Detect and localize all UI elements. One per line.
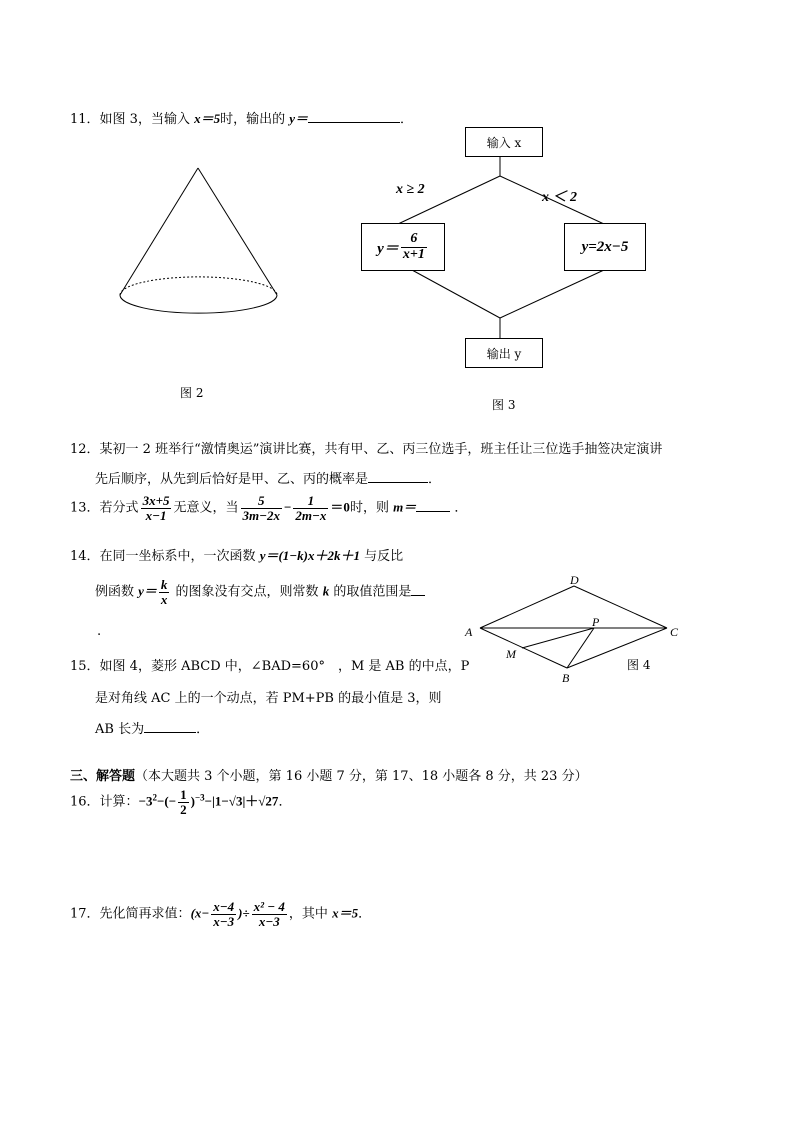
q13-frac2 bbox=[241, 494, 283, 522]
cone-left-edge bbox=[120, 168, 198, 295]
q14-answer-blank[interactable] bbox=[411, 595, 425, 596]
q16-line bbox=[70, 788, 291, 816]
q17-frac1-num: x−4 bbox=[213, 899, 235, 914]
q13-text-a: 若分式 bbox=[99, 500, 139, 516]
q13-answer-blank[interactable] bbox=[416, 511, 450, 512]
q16-end: ． bbox=[278, 794, 292, 810]
q11-y-eq: y＝ bbox=[289, 111, 309, 126]
q16-exp1: 2 bbox=[152, 792, 157, 803]
q13-frac1 bbox=[141, 494, 172, 522]
cone-base-front bbox=[120, 295, 277, 313]
label-c: C bbox=[670, 625, 679, 639]
branch-left-condition: x ≥ 2 bbox=[396, 182, 425, 197]
q13-number: 13． bbox=[70, 500, 100, 516]
q17-end: ． bbox=[358, 906, 372, 922]
q13-frac2-den: 3m−2x bbox=[242, 507, 280, 523]
q12-line1 bbox=[70, 438, 662, 457]
section3-note: （本大题共 3 个小题，第 16 小题 7 分，第 17、18 小题各 8 分，共 23 分） bbox=[135, 769, 588, 784]
q16-number: 16． bbox=[70, 794, 100, 810]
q16-part2: −(− bbox=[156, 793, 177, 809]
q17-part2: )÷ bbox=[238, 905, 250, 921]
q17-frac1-den: x−3 bbox=[213, 913, 235, 929]
q13-m-eq: m＝ bbox=[393, 499, 417, 515]
q13-frac2-num: 5 bbox=[241, 494, 283, 509]
q13-text-b: 无意义，当 bbox=[173, 500, 239, 516]
q13-minus: − bbox=[284, 499, 292, 515]
q17-cond: x＝5 bbox=[332, 905, 359, 921]
q15-line1-text: 如图 4，菱形 ABCD 中，∠BAD=60° ，M 是 AB 的中点，P bbox=[99, 659, 470, 674]
q16-part3: ) bbox=[190, 793, 195, 809]
q11-text-a: 如图 3，当输入 bbox=[99, 112, 195, 127]
input-box-label: 输入 x bbox=[486, 135, 522, 150]
left-formula-box bbox=[361, 223, 445, 271]
q16-exp2: −3 bbox=[194, 792, 205, 803]
q14-line2-c: 的取值范围是 bbox=[329, 584, 412, 600]
q15-line1 bbox=[70, 655, 469, 674]
q17-line bbox=[70, 900, 371, 928]
q12-answer-blank[interactable] bbox=[368, 482, 428, 483]
label-m: M bbox=[506, 647, 516, 661]
q12-line1-text: 某初一 2 班举行“激情奥运”演讲比赛，共有甲、乙、丙三位选手，班主任让三位选手抽签决定演讲 bbox=[99, 442, 663, 457]
q14-line1-b: 与反比 bbox=[360, 549, 404, 564]
q16-part1: −3 bbox=[138, 793, 153, 809]
q14-line2-a: 例函数 bbox=[95, 584, 139, 600]
q13-text-c: 时，则 bbox=[349, 500, 394, 516]
q12-number: 12． bbox=[70, 442, 100, 457]
right-formula-box bbox=[564, 223, 646, 271]
q17-part1: (x− bbox=[190, 905, 210, 921]
input-box bbox=[465, 127, 543, 157]
right-formula: y=2x−5 bbox=[581, 238, 629, 255]
q17-frac2-num: x² − 4 bbox=[253, 899, 285, 914]
q13-frac3 bbox=[293, 494, 328, 522]
section3-heading bbox=[70, 765, 588, 784]
segment-pm bbox=[522, 628, 594, 648]
edge-cb bbox=[567, 628, 667, 668]
fig4-caption: 图 4 bbox=[627, 658, 651, 672]
q16-text: 计算： bbox=[99, 794, 139, 810]
q13-frac1-num: 3x+5 bbox=[142, 493, 170, 508]
q14-y-eq: y＝ bbox=[138, 583, 157, 599]
q17-frac2-den: x−3 bbox=[258, 913, 280, 929]
q14-frac-num: k bbox=[160, 577, 168, 592]
q14-end: . bbox=[97, 624, 102, 639]
q16-part4: −|1−√3|＋√27 bbox=[204, 793, 279, 809]
q15-end: ． bbox=[196, 722, 210, 737]
q14-frac bbox=[159, 578, 170, 606]
q15-line2: 是对角线 AC 上的一个动点，若 PM+PB 的最小值是 3，则 bbox=[95, 691, 442, 706]
q11-text-b: 时，输出的 bbox=[220, 112, 290, 127]
q17-frac1 bbox=[211, 900, 236, 928]
cone-right-edge bbox=[198, 168, 277, 295]
q17-number: 17． bbox=[70, 906, 100, 922]
q13-frac1-den: x−1 bbox=[145, 507, 167, 523]
output-box bbox=[465, 338, 543, 368]
q12-line2-text: 先后顺序，从先到后恰好是甲、乙、丙的概率是 bbox=[95, 472, 369, 487]
label-b: B bbox=[562, 671, 570, 685]
q11-number: 11． bbox=[70, 112, 100, 127]
q14-line1 bbox=[70, 545, 403, 564]
q14-line2 bbox=[95, 578, 425, 606]
q17-text: 先化简再求值： bbox=[99, 906, 191, 922]
fig2-cone bbox=[110, 160, 290, 330]
left-formula-fraction bbox=[401, 232, 427, 262]
q16-frac-den: 2 bbox=[180, 801, 187, 817]
q14-frac-den: x bbox=[160, 591, 168, 607]
fig2-caption: 图 2 bbox=[180, 386, 204, 400]
output-box-label: 输出 y bbox=[486, 346, 522, 361]
q14-k: k bbox=[322, 583, 330, 599]
q12-end: ． bbox=[428, 472, 442, 487]
q14-line2-b: 的图象没有交点，则常数 bbox=[171, 584, 323, 600]
q15-line3 bbox=[95, 718, 209, 737]
q17-frac2 bbox=[252, 900, 287, 928]
q13-line bbox=[70, 494, 467, 522]
edge-dc bbox=[574, 586, 667, 628]
q13-frac3-num: 1 bbox=[293, 494, 328, 509]
edge-ad bbox=[480, 586, 574, 628]
q13-end: ． bbox=[454, 500, 468, 516]
q12-line2 bbox=[95, 468, 441, 487]
q15-answer-blank[interactable] bbox=[144, 732, 196, 733]
label-d: D bbox=[570, 573, 579, 587]
q17-text-b: ，其中 bbox=[288, 906, 333, 922]
left-formula-den: x+1 bbox=[402, 246, 425, 262]
q16-frac bbox=[178, 788, 189, 816]
q13-frac3-den: 2m−x bbox=[295, 507, 327, 523]
q16-frac-num: 1 bbox=[180, 787, 187, 802]
q15-number: 15． bbox=[70, 659, 100, 674]
q11-cond-x: x＝5 bbox=[194, 111, 221, 126]
branch-right-condition: x ＜ 2 bbox=[542, 190, 577, 205]
fig3-caption: 图 3 bbox=[492, 398, 516, 412]
q14-func1: y＝(1−k)x＋2k＋1 bbox=[259, 548, 360, 563]
label-p: P bbox=[592, 615, 600, 629]
fig4-rhombus bbox=[462, 570, 692, 685]
label-a: A bbox=[465, 625, 473, 639]
left-formula-num: 6 bbox=[401, 232, 427, 248]
section3-title: 三、解答题 bbox=[70, 769, 136, 784]
q14-line1-a: 在同一坐标系中，一次函数 bbox=[99, 549, 260, 564]
q11-end: ． bbox=[400, 112, 414, 127]
q15-line3-text: AB 长为 bbox=[95, 722, 145, 737]
q14-number: 14． bbox=[70, 549, 100, 564]
q13-eq0: ＝0 bbox=[330, 499, 350, 515]
left-formula-lhs: y＝ bbox=[377, 240, 399, 257]
cone-base-back bbox=[120, 277, 277, 295]
